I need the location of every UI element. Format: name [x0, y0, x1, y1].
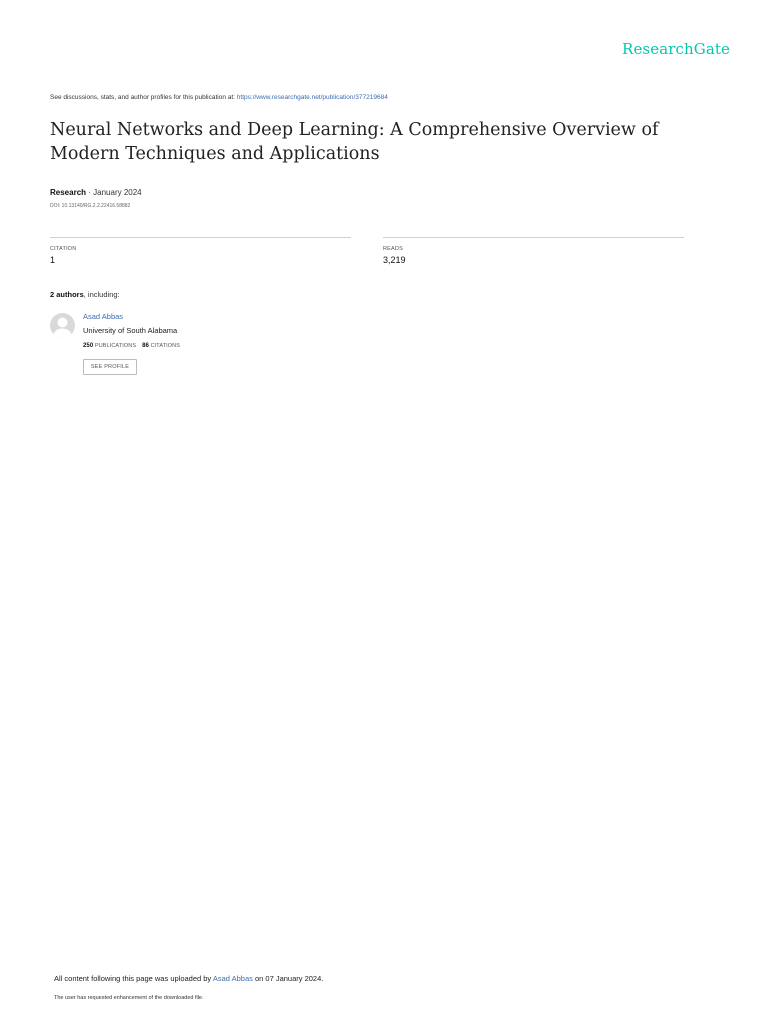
discussion-line	[50, 94, 388, 101]
citation-value: 1	[50, 255, 56, 265]
upload-suffix: on 07 January 2024.	[252, 974, 324, 983]
reads-value: 3,219	[383, 255, 406, 265]
citation-label: CITATION	[50, 246, 77, 252]
publication-title: Neural Networks and Deep Learning: A Comprehensive Overview of Modern Techniques and Applications	[50, 120, 659, 164]
publication-doi: DOI: 10.13140/RG.2.2.22416.58882	[50, 203, 131, 209]
author-name-link[interactable]: Asad Abbas	[83, 312, 124, 321]
authors-suffix: , including:	[83, 290, 120, 299]
publication-link[interactable]: https://www.researchgate.net/publication/377219684	[236, 94, 388, 101]
reads-stat	[383, 237, 684, 265]
citation-stat	[50, 237, 351, 265]
author-stats	[83, 343, 180, 349]
reads-label: READS	[383, 246, 403, 252]
author-affiliation: University of South Alabama	[83, 326, 178, 335]
authors-heading	[50, 290, 120, 299]
author-publications-count: 250	[83, 343, 94, 349]
user-silhouette-icon	[50, 313, 75, 338]
upload-prefix: All content following this page was uploaded by	[54, 974, 213, 983]
uploader-link[interactable]: Asad Abbas	[212, 974, 253, 983]
publication-meta	[50, 188, 142, 197]
see-profile-button[interactable]: SEE PROFILE	[83, 359, 137, 375]
researchgate-logo[interactable]: ResearchGate	[622, 40, 730, 58]
discussion-prefix: See discussions, stats, and author profiles for this publication at:	[50, 94, 237, 101]
publication-date: · January 2024	[86, 188, 142, 197]
enhancement-note: The user has requested enhancement of the downloaded file.	[54, 995, 204, 1001]
avatar[interactable]	[50, 313, 75, 338]
authors-count: 2 authors	[50, 290, 84, 299]
author-publications-label: PUBLICATIONS	[94, 343, 137, 349]
publication-type: Research	[50, 188, 87, 197]
author-citations-label: CITATIONS	[150, 343, 181, 349]
upload-note	[54, 974, 323, 983]
author-citations-count: 86	[142, 343, 149, 349]
